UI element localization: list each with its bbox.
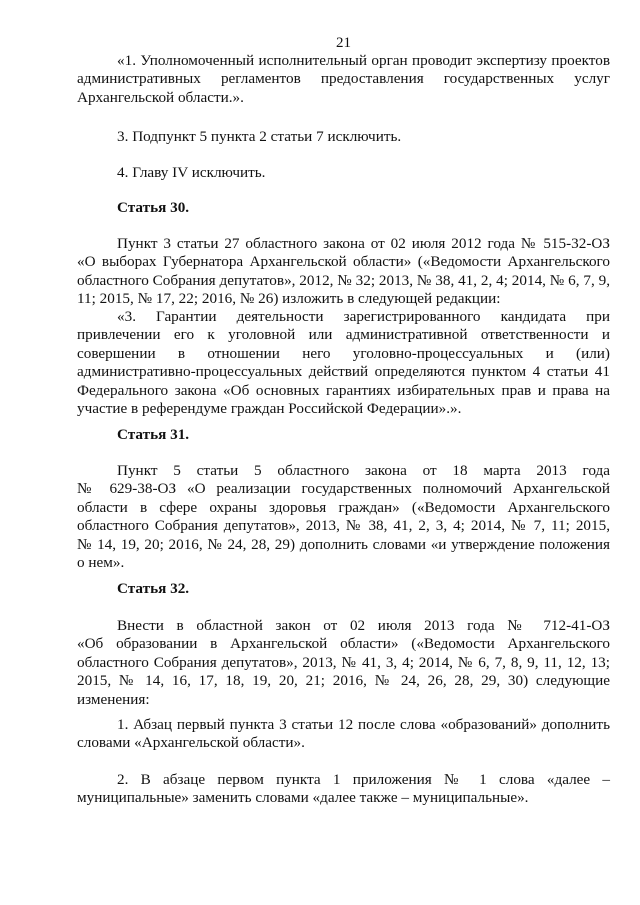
text-line: 1. Абзац первый пункта 3 статьи 12 после слова «образований» дополнить bbox=[117, 716, 610, 733]
text-line: 2. В абзаце первом пункта 1 приложения № 1 слова «далее – bbox=[117, 771, 610, 788]
text-line: административных регламентов предоставления государственных услуг bbox=[77, 70, 610, 88]
text-line: «О выборах Губернатора Архангельской области» («Ведомости Архангельского bbox=[77, 253, 610, 271]
text-line: Внести в областной закон от 02 июля 2013 года № 712-41-ОЗ bbox=[117, 617, 610, 634]
text-line: совершении в отношении него уголовно-процессуальных и (или) bbox=[77, 344, 610, 362]
text-line: изменения: bbox=[77, 690, 150, 708]
text-line: 3. Подпункт 5 пункта 2 статьи 7 исключить. bbox=[117, 128, 402, 145]
paragraph-item-3 bbox=[77, 128, 610, 146]
text-line: областного Собрания депутатов», 2013, № 41, 3, 4; 2014, № 6, 7, 8, 9, 11, 12, 13; bbox=[77, 653, 610, 671]
heading-article-30: Статья 30. bbox=[117, 199, 190, 216]
text-line: 4. Главу IV исключить. bbox=[117, 164, 266, 181]
paragraph-article-32 bbox=[77, 617, 610, 709]
text-line: 2015, № 14, 16, 17, 18, 19, 20, 21; 2016, № 24, 26, 28, 29, 30) следующие bbox=[77, 672, 610, 690]
text-line: Федерального закона «Об основных гарантиях избирательных прав и права на bbox=[77, 381, 610, 399]
text-line: № 629-38-ОЗ «О реализации государственных полномочий Архангельской bbox=[77, 480, 610, 498]
text-line: «Об образовании в Архангельской области» («Ведомости Архангельского bbox=[77, 635, 610, 653]
text-line: привлечении его к уголовной или административной ответственности и bbox=[77, 326, 610, 344]
text-line: областного Собрания депутатов», 2013, № 38, 41, 2, 3, 4; 2014, № 7, 11; 2015, bbox=[77, 517, 610, 535]
paragraph-article-31 bbox=[77, 462, 610, 572]
paragraph-article-32-item-1 bbox=[77, 716, 610, 753]
text-line: «3. Гарантии деятельности зарегистрированного кандидата при bbox=[117, 308, 610, 325]
text-line: Архангельской области.». bbox=[77, 88, 244, 106]
page-number: 21 bbox=[336, 35, 351, 51]
heading-article-32: Статья 32. bbox=[117, 580, 190, 597]
text-line: словами «Архангельской области». bbox=[77, 734, 305, 752]
paragraph-article-30 bbox=[77, 235, 610, 309]
text-line: областного Собрания депутатов», 2012, № 32; 2013, № 38, 41, 2, 4; 2014, № 6, 7, 9, bbox=[77, 271, 610, 289]
text-line: Пункт 5 статьи 5 областного закона от 18 марта 2013 года bbox=[117, 462, 610, 479]
text-line: 11; 2015, № 17, 22; 2016, № 26) изложить в следующей редакции: bbox=[77, 290, 501, 308]
text-line: муниципальные» заменить словами «далее также – муниципальные». bbox=[77, 789, 529, 807]
text-line: № 14, 19, 20; 2016, № 24, 28, 29) дополнить словами «и утверждение положения bbox=[77, 535, 610, 553]
text-line: «1. Уполномоченный исполнительный орган проводит экспертизу проектов bbox=[117, 52, 610, 69]
heading-article-31: Статья 31. bbox=[117, 426, 190, 443]
paragraph-article-30-quote bbox=[77, 308, 610, 418]
paragraph-quoted-amendment bbox=[77, 52, 610, 107]
paragraph-article-32-item-2 bbox=[77, 771, 610, 808]
text-line: области в сфере охраны здоровья граждан» («Ведомости Архангельского bbox=[77, 498, 610, 516]
text-line: о нем». bbox=[77, 554, 125, 572]
text-line: участие в референдуме граждан Российской Федерации».». bbox=[77, 400, 462, 418]
text-line: Пункт 3 статьи 27 областного закона от 02 июля 2012 года № 515-32-ОЗ bbox=[117, 235, 610, 252]
paragraph-item-4 bbox=[77, 164, 610, 182]
text-line: административно-процессуальных действий определяются пунктом 4 статьи 41 bbox=[77, 363, 610, 381]
